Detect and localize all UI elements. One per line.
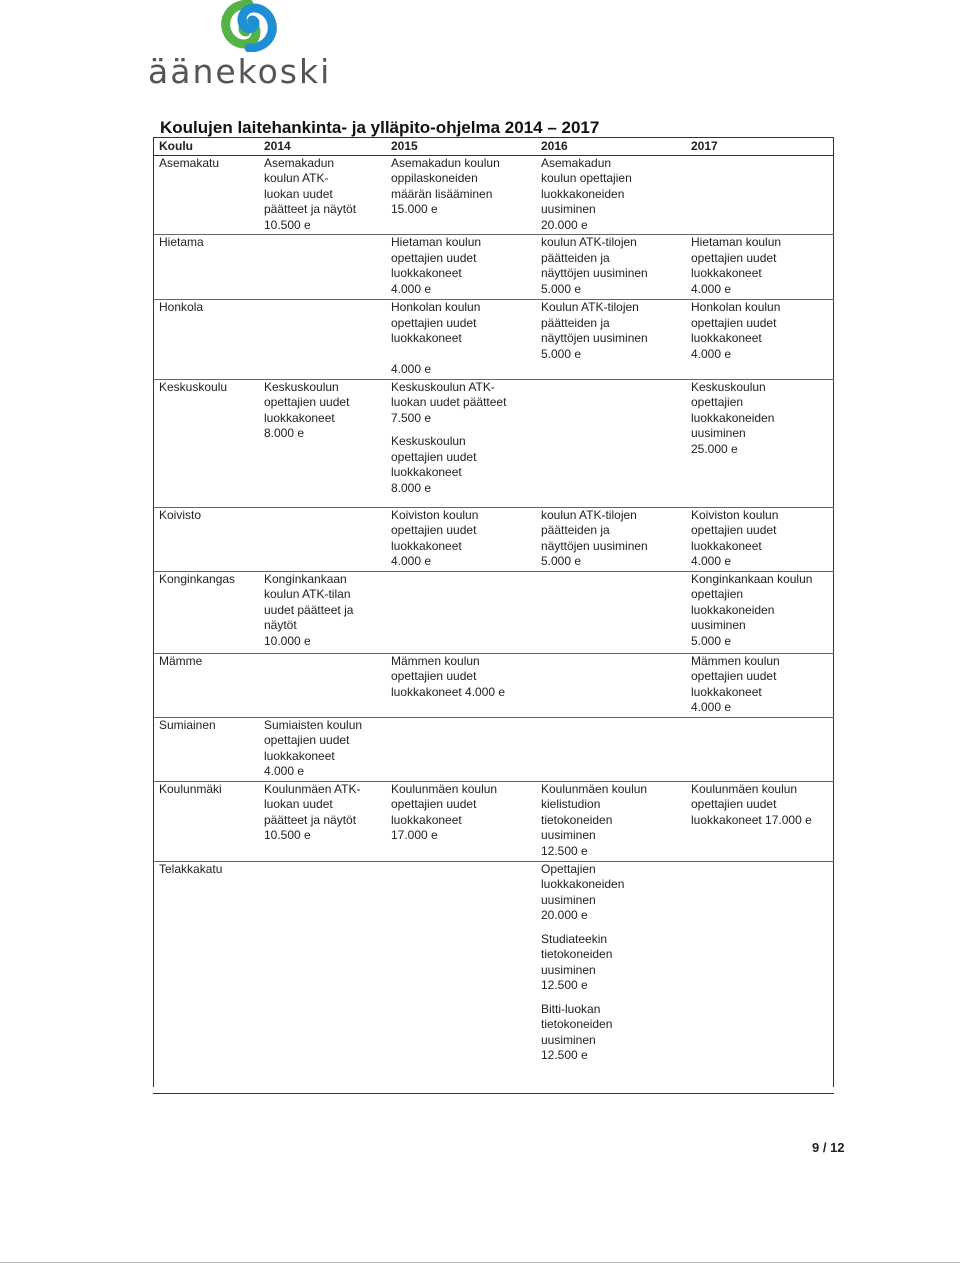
column-header-2017: 2017	[685, 138, 834, 156]
cell-2017	[685, 861, 834, 1093]
aanekoski-logo	[148, 0, 368, 100]
cell-2014	[258, 717, 385, 781]
cell-2016	[535, 379, 685, 507]
cell-2014	[258, 155, 385, 235]
school-name: Koivisto	[153, 507, 258, 571]
cell-2017	[685, 379, 834, 507]
cell-entry: Koiviston koulun opettajien uudet luokkakoneet 4.000 e	[691, 507, 779, 568]
cell-2015	[385, 781, 535, 861]
cell-entry: Hietaman koulun opettajien uudet luokkakoneet 4.000 e	[391, 235, 482, 296]
cell-entry: Keskuskoulun opettajien luokkakoneiden uusiminen 25.000 e	[691, 379, 775, 456]
school-name: Mämme	[153, 653, 258, 717]
cell-entry: Asemakadun koulun oppilaskoneiden määrän lisääminen 15.000 e	[391, 155, 500, 216]
cell-2017	[685, 781, 834, 861]
cell-2017	[685, 571, 834, 653]
cell-entry: Mämmen koulun opettajien uudet luokkakoneet 4.000 e	[691, 653, 780, 714]
cell-entry: Koulunmäen ATK- luokan uudet päätteet ja näytöt 10.500 e	[264, 781, 361, 842]
cell-entry: Sumiaisten koulun opettajien uudet luokkakoneet 4.000 e	[264, 717, 363, 778]
table-row	[153, 507, 834, 571]
cell-2015	[385, 379, 535, 507]
cell-2016	[535, 653, 685, 717]
table-row	[153, 379, 834, 507]
cell-2015	[385, 653, 535, 717]
cell-entry: Honkolan koulun opettajien uudet luokkakoneet 4.000 e	[391, 300, 481, 376]
cell-entry: Opettajien luokkakoneiden uusiminen 20.000 e	[541, 861, 625, 922]
table-row	[153, 235, 834, 300]
school-name: Keskuskoulu	[153, 379, 258, 507]
table-row	[153, 653, 834, 717]
brand-name: äänekoski	[148, 52, 332, 91]
cell-2017	[685, 300, 834, 380]
cell-2015	[385, 571, 535, 653]
cell-2016	[535, 861, 685, 1093]
cell-2014	[258, 781, 385, 861]
cell-entry: Konginkankaan koulun opettajien luokkakoneiden uusiminen 5.000 e	[691, 571, 813, 648]
cell-entry: Koulun ATK-tilojen päätteiden ja näyttöjen uusiminen 5.000 e	[541, 300, 648, 361]
cell-entry: Honkolan koulun opettajien uudet luokkakoneet 4.000 e	[691, 300, 781, 361]
cell-entry: Koulunmäen koulun kielistudion tietokoneiden uusiminen 12.500 e	[541, 781, 648, 858]
column-header-2015: 2015	[385, 138, 535, 156]
cell-entry: Mämmen koulun opettajien uudet luokkakoneet 4.000 e	[391, 653, 506, 699]
cell-2017	[685, 717, 834, 781]
cell-2016	[535, 781, 685, 861]
cell-2015	[385, 300, 535, 380]
school-name: Sumiainen	[153, 717, 258, 781]
cell-entry: koulun ATK-tilojen päätteiden ja näyttöjen uusiminen 5.000 e	[541, 507, 648, 568]
cell-entry: Asemakadun koulun ATK- luokan uudet päätteet ja näytöt 10.500 e	[264, 155, 357, 232]
cell-entry: Koiviston koulun opettajien uudet luokkakoneet 4.000 e	[391, 507, 479, 568]
aanekoski-emblem-icon	[218, 0, 280, 52]
column-header-2014: 2014	[258, 138, 385, 156]
column-header-2016: 2016	[535, 138, 685, 156]
cell-entry: Keskuskoulun ATK- luokan uudet päätteet 7.500 e	[391, 379, 507, 425]
cell-2014	[258, 507, 385, 571]
school-name: Hietama	[153, 235, 258, 300]
cell-entry: Koulunmäen koulun opettajien uudet luokkakoneet 17.000 e	[391, 781, 498, 842]
cell-2015	[385, 155, 535, 235]
table-row	[153, 155, 834, 235]
cell-2015	[385, 235, 535, 300]
cell-2014	[258, 861, 385, 1093]
cell-entry: Asemakadun koulun opettajien luokkakoneiden uusiminen 20.000 e	[541, 155, 632, 232]
program-table	[153, 137, 834, 1094]
cell-2017	[685, 507, 834, 571]
page-title: Koulujen laitehankinta- ja ylläpito-ohjelma 2014 – 2017	[160, 118, 600, 137]
cell-2014	[258, 300, 385, 380]
cell-2015	[385, 507, 535, 571]
cell-entry: Keskuskoulun opettajien uudet luokkakoneet 8.000 e	[391, 434, 477, 495]
cell-entry: Koulunmäen koulun opettajien uudet luokkakoneet 17.000 e	[691, 781, 812, 827]
cell-entry: Hietaman koulun opettajien uudet luokkakoneet 4.000 e	[691, 235, 782, 296]
school-name: Koulunmäki	[153, 781, 258, 861]
school-name: Konginkangas	[153, 571, 258, 653]
cell-2016	[535, 155, 685, 235]
table-row	[153, 781, 834, 861]
table-header-row	[153, 138, 834, 156]
cell-2017	[685, 653, 834, 717]
cell-2015	[385, 861, 535, 1093]
page-number: 9 / 12	[812, 1140, 845, 1155]
cell-2016	[535, 507, 685, 571]
table-row	[153, 717, 834, 781]
cell-2016	[535, 235, 685, 300]
cell-2017	[685, 155, 834, 235]
page-bottom-rule	[0, 1262, 960, 1263]
school-name: Honkola	[153, 300, 258, 380]
cell-entry: Studiateekin tietokoneiden uusiminen 12.500 e	[541, 931, 613, 992]
cell-2017	[685, 235, 834, 300]
cell-2014	[258, 571, 385, 653]
table-row	[153, 861, 834, 1093]
cell-2014	[258, 235, 385, 300]
column-header-koulu: Koulu	[153, 138, 258, 156]
cell-2015	[385, 717, 535, 781]
table-row	[153, 300, 834, 380]
cell-2014	[258, 379, 385, 507]
cell-entry: Konginkankaan koulun ATK-tilan uudet päätteet ja näytöt 10.000 e	[264, 571, 354, 648]
cell-entry: Keskuskoulun opettajien uudet luokkakoneet 8.000 e	[264, 379, 350, 440]
cell-entry: koulun ATK-tilojen päätteiden ja näyttöjen uusiminen 5.000 e	[541, 235, 648, 296]
school-name: Telakkakatu	[153, 861, 258, 1093]
cell-2016	[535, 717, 685, 781]
cell-2016	[535, 571, 685, 653]
table-row	[153, 571, 834, 653]
school-name: Asemakatu	[153, 155, 258, 235]
cell-2014	[258, 653, 385, 717]
cell-2016	[535, 300, 685, 380]
cell-entry: Bitti-luokan tietokoneiden uusiminen 12.500 e	[541, 1001, 613, 1062]
